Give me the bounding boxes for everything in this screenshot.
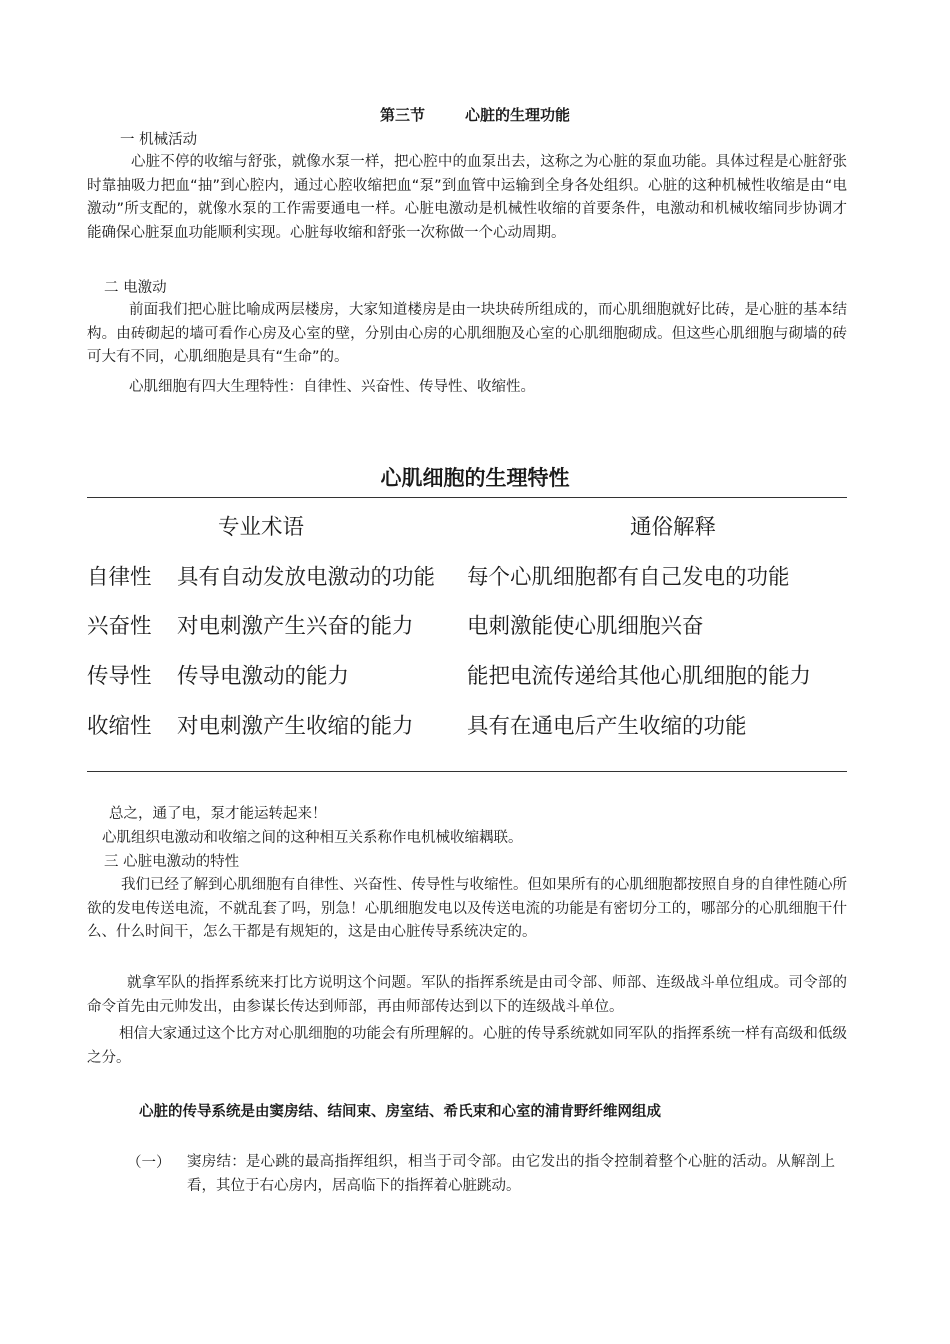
row-name: 自律性 <box>87 565 152 590</box>
section-title <box>0 104 950 125</box>
paragraph-mechanical: 心脏不停的收缩与舒张，就像水泵一样，把心腔中的血泵出去，这称之为心脏的泵血功能。具体过程是心脏舒张时靠抽吸力把血“抽”到心腔内，通过心腔收缩把血“泵”到血管中运输到全身各处组织。心脏的这种机械性收缩是由“电激动”所支配的，就像水泵的工作需要通电一样。心脏电激动是机械性收缩的首要条件，电激动和机械收缩同步协调才能确保心脏泵血功能顺利实现。心脏每收缩和舒张一次称做一个心动周期。 <box>87 154 847 241</box>
summary-line-2: 心肌组织电激动和收缩之间的这种相互关系称作电机械收缩耦联。 <box>102 830 523 846</box>
row-term: 对电刺激产生兴奋的能力 <box>177 614 414 639</box>
table-top-rule <box>87 497 847 498</box>
paragraph-electrical-2: 心肌细胞有四大生理特性：自律性、兴奋性、传导性、收缩性。 <box>129 379 535 395</box>
summary-line-1: 总之，通了电，泵才能运转起来！ <box>109 806 327 822</box>
heading-electrical: 二 电激动 <box>104 280 167 296</box>
item-marker: （一） <box>127 1155 171 1171</box>
paragraph-features-2: 就拿军队的指挥系统来打比方说明这个问题。军队的指挥系统是由司令部、师部、连级战斗单位组成。司令部的命令首先由元帅发出，由参谋长传达到师部，再由师部传达到以下的连级战斗单位。 <box>87 975 847 1015</box>
item-sinoatrial-node: 窦房结：是心跳的最高指挥组织，相当于司令部。由它发出的指令控制着整个心脏的活动。从解剖上看，其位于右心房内，居高临下的指挥着心脏跳动。 <box>187 1154 835 1194</box>
paragraph-features-1: 我们已经了解到心肌细胞有自律性、兴奋性、传导性与收缩性。但如果所有的心肌细胞都按照自身的自律性随心所欲的发电传送电流，不就乱套了吗，别急！心肌细胞发电以及传送电流的功能是有密切分工的，哪部分的心肌细胞干什么、什么时间干，怎么干都是有规矩的，这是由心脏传导系统决定的。 <box>87 877 847 940</box>
row-plain: 电刺激能使心肌细胞兴奋 <box>467 614 704 639</box>
section-number: 第三节 <box>379 106 425 124</box>
table-header-term: 专业术语 <box>218 515 305 540</box>
section-name: 心脏的生理功能 <box>465 106 571 124</box>
row-term: 传导电激动的能力 <box>177 664 350 689</box>
row-name: 传导性 <box>87 664 152 689</box>
row-term: 具有自动发放电激动的功能 <box>177 565 436 590</box>
table-header-plain: 通俗解释 <box>630 515 717 540</box>
table-bottom-rule <box>87 771 847 772</box>
table-title: 心肌细胞的生理特性 <box>380 466 570 490</box>
conduction-heading: 心脏的传导系统是由窦房结、结间束、房室结、希氏束和心室的浦肯野纤维网组成 <box>139 1104 661 1120</box>
heading-electrical-features: 三 心脏电激动的特性 <box>104 854 240 870</box>
row-plain: 能把电流传递给其他心肌细胞的能力 <box>467 664 812 689</box>
row-name: 收缩性 <box>87 714 152 739</box>
row-name: 兴奋性 <box>87 614 152 639</box>
paragraph-electrical-1: 前面我们把心脏比喻成两层楼房，大家知道楼房是由一块块砖所组成的，而心肌细胞就好比砖，是心脏的基本结构。由砖砌起的墙可看作心房及心室的壁，分别由心房的心肌细胞及心室的心肌细胞砌成。但这些心肌细胞与砌墙的砖可大有不同，心肌细胞是具有“生命”的。 <box>87 302 847 365</box>
heading-mechanical: 一 机械活动 <box>120 132 198 148</box>
row-plain: 每个心肌细胞都有自己发电的功能 <box>467 565 790 590</box>
row-plain: 具有在通电后产生收缩的功能 <box>467 714 747 739</box>
paragraph-features-3: 相信大家通过这个比方对心肌细胞的功能会有所理解的。心脏的传导系统就如同军队的指挥系统一样有高级和低级之分。 <box>87 1026 847 1066</box>
row-term: 对电刺激产生收缩的能力 <box>177 714 414 739</box>
